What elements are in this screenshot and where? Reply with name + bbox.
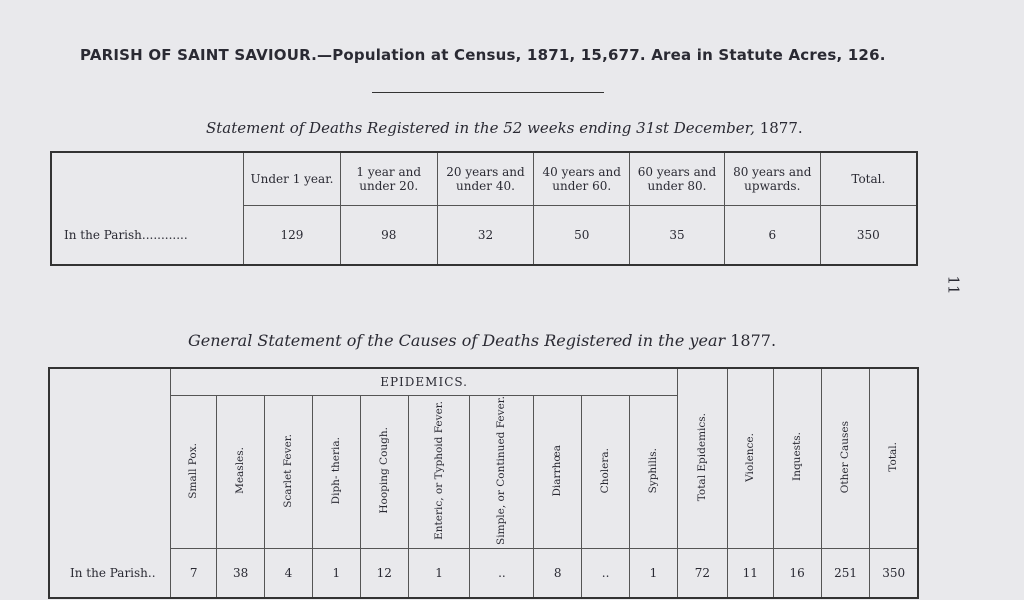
age-value-20-40: 32 — [437, 206, 534, 266]
header-other-causes-text: Other Causes — [839, 420, 852, 494]
header-inquests-text: Inquests. — [790, 432, 803, 482]
age-value-1-20: 98 — [340, 206, 437, 266]
value-total: 350 — [870, 548, 918, 598]
value-measles: 38 — [217, 548, 265, 598]
table-row — [49, 548, 918, 598]
value-scarlet-fever: 4 — [265, 548, 313, 598]
header-continued-fever-text: Simple, or Continued Fever. — [495, 396, 508, 545]
causes-of-death-table — [48, 367, 919, 599]
age-header-under-1: Under 1 year. — [244, 152, 341, 206]
header-diphtheria-text: Diph- theria. — [329, 436, 342, 505]
header-scarlet-fever — [265, 396, 313, 549]
value-diphtheria: 1 — [312, 548, 360, 598]
value-total-epidemics: 72 — [677, 548, 727, 598]
statement-deaths-heading — [206, 119, 803, 137]
value-small-pox: 7 — [171, 548, 217, 598]
deaths-by-age-table — [50, 151, 918, 266]
value-syphilis: 1 — [630, 548, 678, 598]
header-small-pox — [171, 396, 217, 549]
header-total-text: Total. — [887, 442, 900, 472]
age-value-60-80: 35 — [630, 206, 725, 266]
header-hooping-cough — [360, 396, 408, 549]
value-continued-fever: .. — [470, 548, 534, 598]
header-hooping-cough-text: Hooping Cough. — [377, 427, 390, 514]
header-measles-text: Measles. — [234, 447, 247, 494]
header-diphtheria — [312, 396, 360, 549]
header-measles — [217, 396, 265, 549]
page-number: 11 — [944, 275, 963, 295]
age-table-corner — [51, 152, 244, 206]
header-diarrhoea-text: Diarrhœa — [551, 444, 564, 497]
header-small-pox-text: Small Pox. — [187, 442, 200, 499]
causes-table-corner — [49, 368, 171, 548]
row-label: In the Parish............ — [64, 227, 188, 242]
age-header-60-80: 60 years and under 80. — [630, 152, 725, 206]
header-syphilis-text: Syphilis. — [646, 447, 659, 494]
age-header-40-60: 40 years and under 60. — [534, 152, 630, 206]
age-value-40-60: 50 — [534, 206, 630, 266]
age-header-total: Total. — [820, 152, 917, 206]
header-syphilis — [630, 396, 678, 549]
header-violence — [727, 368, 773, 548]
age-header-1-20: 1 year and under 20. — [340, 152, 437, 206]
value-enteric-fever: 1 — [408, 548, 470, 598]
header-cholera-text: Cholera. — [599, 447, 612, 494]
epidemics-group-header: EPIDEMICS. — [171, 368, 678, 396]
header-total-epidemics — [677, 368, 727, 548]
header-cholera — [582, 396, 630, 549]
value-inquests: 16 — [773, 548, 821, 598]
row-label: In the Parish.. — [70, 565, 156, 580]
value-violence: 11 — [727, 548, 773, 598]
header-diarrhoea — [534, 396, 582, 549]
header-enteric-fever-text: Enteric, or Typhoid Fever. — [432, 401, 445, 540]
title-divider — [372, 92, 604, 93]
header-total-epidemics-text: Total Epidemics. — [695, 412, 708, 502]
age-value-80-up: 6 — [724, 206, 820, 266]
header-inquests — [773, 368, 821, 548]
statement-deaths-text: Statement of Deaths Registered in the 52 weeks ending 31st December, — [206, 119, 760, 137]
value-hooping-cough: 12 — [360, 548, 408, 598]
header-scarlet-fever-text: Scarlet Fever. — [281, 433, 294, 508]
age-value-under-1: 129 — [244, 206, 341, 266]
age-header-20-40: 20 years and under 40. — [437, 152, 534, 206]
value-diarrhoea: 8 — [534, 548, 582, 598]
age-value-total: 350 — [820, 206, 917, 266]
statement-causes-year: 1877. — [730, 331, 777, 350]
value-other-causes: 251 — [821, 548, 870, 598]
header-enteric-fever — [408, 396, 470, 549]
statement-causes-heading — [188, 331, 776, 350]
header-total — [870, 368, 918, 548]
table-row — [51, 206, 917, 266]
value-cholera: .. — [582, 548, 630, 598]
header-other-causes — [821, 368, 870, 548]
header-violence-text: Violence. — [743, 432, 756, 482]
statement-causes-text: General Statement of the Causes of Deaths Registered in the year — [188, 331, 731, 350]
page-title: PARISH OF SAINT SAVIOUR.—Population at Census, 1871, 15,677. Area in Statute Acres, 126. — [80, 46, 886, 64]
age-header-80-up: 80 years and upwards. — [724, 152, 820, 206]
header-continued-fever — [470, 396, 534, 549]
statement-deaths-year: 1877. — [759, 119, 803, 137]
